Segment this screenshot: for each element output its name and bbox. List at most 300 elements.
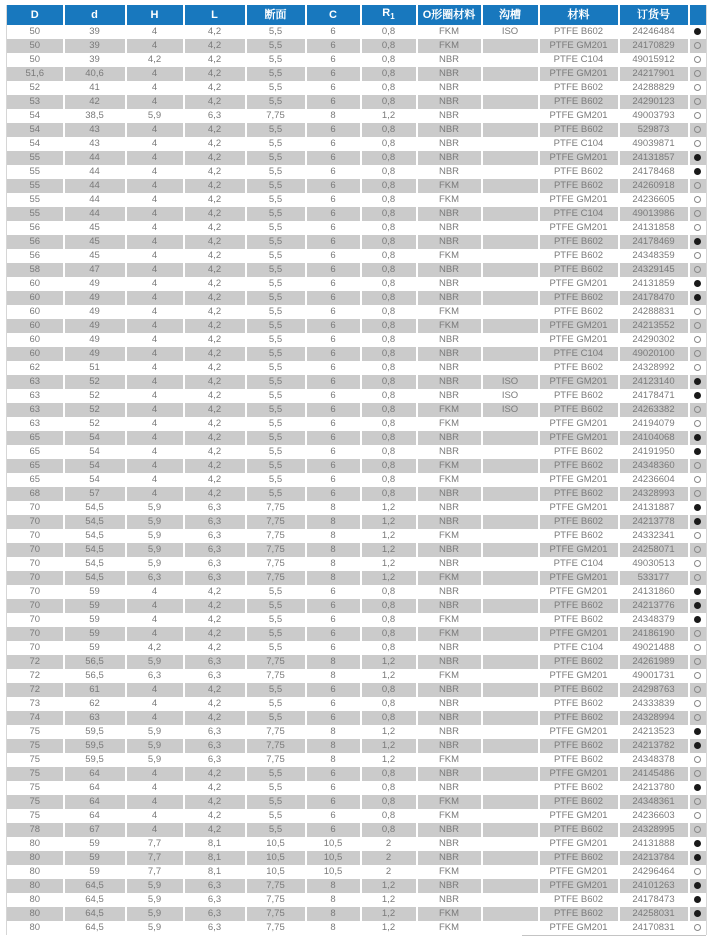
cell-C: 6	[306, 795, 361, 809]
cell-order-no: 49030513	[619, 557, 689, 571]
cell-R1: 0,8	[361, 95, 417, 109]
cell-section: 5,5	[246, 249, 306, 263]
cell-C: 6	[306, 319, 361, 333]
cell-H: 4,2	[126, 641, 184, 655]
cell-order-no: 24213776	[619, 599, 689, 613]
cell-R1: 0,8	[361, 221, 417, 235]
cell-material: PTFE B602	[539, 25, 619, 39]
table-row	[7, 711, 707, 725]
stock-cell	[689, 837, 707, 851]
cell-order-no: 533177	[619, 571, 689, 585]
cell-d: 59	[64, 641, 126, 655]
cell-groove	[482, 39, 539, 53]
cell-d: 39	[64, 53, 126, 67]
open-circle-icon	[694, 420, 701, 427]
cell-H: 4	[126, 277, 184, 291]
table-row	[7, 277, 707, 291]
stock-cell	[689, 767, 707, 781]
cell-R1: 1,2	[361, 753, 417, 767]
cell-order-no: 24236604	[619, 473, 689, 487]
cell-d: 59	[64, 865, 126, 879]
cell-D: 70	[7, 571, 64, 585]
cell-L: 4,2	[184, 711, 246, 725]
cell-L: 6,3	[184, 543, 246, 557]
cell-order-no: 24131860	[619, 585, 689, 599]
cell-order-no: 24178468	[619, 165, 689, 179]
cell-groove	[482, 669, 539, 683]
cell-material: PTFE B602	[539, 291, 619, 305]
cell-order-no: 24170829	[619, 39, 689, 53]
open-circle-icon	[694, 630, 701, 637]
cell-oring-material: FKM	[417, 571, 482, 585]
cell-oring-material: FKM	[417, 25, 482, 39]
stock-cell	[689, 487, 707, 501]
cell-material: PTFE B602	[539, 179, 619, 193]
cell-section: 7,75	[246, 501, 306, 515]
table-row	[7, 347, 707, 361]
cell-D: 50	[7, 53, 64, 67]
cell-C: 8	[306, 907, 361, 921]
table-row	[7, 823, 707, 837]
cell-d: 63	[64, 711, 126, 725]
cell-D: 70	[7, 557, 64, 571]
cell-H: 4	[126, 683, 184, 697]
cell-L: 4,2	[184, 599, 246, 613]
cell-L: 4,2	[184, 795, 246, 809]
cell-C: 6	[306, 249, 361, 263]
filled-circle-icon	[694, 504, 701, 511]
cell-L: 4,2	[184, 445, 246, 459]
cell-R1: 0,8	[361, 123, 417, 137]
cell-oring-material: FKM	[417, 809, 482, 823]
cell-material: PTFE GM201	[539, 431, 619, 445]
cell-order-no: 49015912	[619, 53, 689, 67]
stock-cell	[689, 417, 707, 431]
cell-material: PTFE B602	[539, 599, 619, 613]
cell-L: 4,2	[184, 207, 246, 221]
cell-section: 5,5	[246, 305, 306, 319]
cell-R1: 0,8	[361, 585, 417, 599]
cell-order-no: 24131888	[619, 837, 689, 851]
cell-order-no: 24191950	[619, 445, 689, 459]
cell-material: PTFE B602	[539, 515, 619, 529]
cell-section: 10,5	[246, 865, 306, 879]
cell-oring-material: FKM	[417, 39, 482, 53]
cell-D: 63	[7, 403, 64, 417]
stock-cell	[689, 305, 707, 319]
cell-R1: 0,8	[361, 417, 417, 431]
stock-cell	[689, 655, 707, 669]
cell-D: 56	[7, 249, 64, 263]
stock-cell	[689, 529, 707, 543]
table-row	[7, 249, 707, 263]
open-circle-icon	[694, 84, 701, 91]
cell-C: 6	[306, 809, 361, 823]
cell-d: 54,5	[64, 529, 126, 543]
cell-oring-material: NBR	[417, 767, 482, 781]
stock-cell	[689, 725, 707, 739]
cell-C: 10,5	[306, 851, 361, 865]
cell-groove	[482, 473, 539, 487]
cell-L: 6,3	[184, 669, 246, 683]
cell-groove	[482, 81, 539, 95]
cell-D: 60	[7, 333, 64, 347]
cell-C: 8	[306, 669, 361, 683]
cell-material: PTFE GM201	[539, 39, 619, 53]
cell-oring-material: FKM	[417, 179, 482, 193]
stock-cell	[689, 809, 707, 823]
cell-oring-material: NBR	[417, 95, 482, 109]
cell-L: 4,2	[184, 823, 246, 837]
cell-order-no: 529873	[619, 123, 689, 137]
cell-oring-material: FKM	[417, 529, 482, 543]
cell-section: 5,5	[246, 151, 306, 165]
cell-H: 4	[126, 781, 184, 795]
cell-R1: 1,2	[361, 655, 417, 669]
cell-order-no: 24213784	[619, 851, 689, 865]
cell-d: 59	[64, 851, 126, 865]
column-header-subscript: 1	[390, 12, 395, 22]
open-circle-icon	[694, 126, 701, 133]
cell-C: 8	[306, 571, 361, 585]
filled-circle-icon	[694, 154, 701, 161]
cell-D: 70	[7, 501, 64, 515]
open-circle-icon	[694, 700, 701, 707]
cell-groove: ISO	[482, 375, 539, 389]
cell-L: 4,2	[184, 459, 246, 473]
cell-D: 70	[7, 585, 64, 599]
open-circle-icon	[694, 924, 701, 931]
cell-H: 6,3	[126, 571, 184, 585]
cell-order-no: 24263382	[619, 403, 689, 417]
cell-order-no: 24328992	[619, 361, 689, 375]
cell-d: 54	[64, 445, 126, 459]
cell-material: PTFE GM201	[539, 277, 619, 291]
cell-order-no: 24246484	[619, 25, 689, 39]
cell-L: 4,2	[184, 193, 246, 207]
open-circle-icon	[694, 490, 701, 497]
cell-oring-material: NBR	[417, 585, 482, 599]
cell-section: 5,5	[246, 333, 306, 347]
cell-d: 49	[64, 305, 126, 319]
cell-section: 5,5	[246, 67, 306, 81]
cell-C: 6	[306, 389, 361, 403]
cell-order-no: 24213778	[619, 515, 689, 529]
cell-H: 5,9	[126, 501, 184, 515]
cell-oring-material: NBR	[417, 347, 482, 361]
cell-C: 8	[306, 543, 361, 557]
cell-L: 6,3	[184, 921, 246, 935]
cell-d: 64	[64, 767, 126, 781]
filled-circle-icon	[694, 378, 701, 385]
stock-cell	[689, 627, 707, 641]
cell-section: 5,5	[246, 263, 306, 277]
cell-C: 6	[306, 25, 361, 39]
cell-groove	[482, 697, 539, 711]
cell-D: 65	[7, 431, 64, 445]
cell-material: PTFE B602	[539, 445, 619, 459]
cell-D: 80	[7, 879, 64, 893]
cell-d: 40,6	[64, 67, 126, 81]
table-row	[7, 389, 707, 403]
open-circle-icon	[694, 672, 701, 679]
cell-groove	[482, 291, 539, 305]
cell-H: 4	[126, 81, 184, 95]
cell-oring-material: NBR	[417, 837, 482, 851]
cell-d: 41	[64, 81, 126, 95]
filled-circle-icon	[694, 602, 701, 609]
cell-C: 6	[306, 711, 361, 725]
cell-H: 5,9	[126, 557, 184, 571]
cell-R1: 0,8	[361, 67, 417, 81]
cell-oring-material: FKM	[417, 753, 482, 767]
cell-R1: 1,2	[361, 571, 417, 585]
cell-groove	[482, 557, 539, 571]
cell-material: PTFE B602	[539, 361, 619, 375]
table-row	[7, 193, 707, 207]
cell-groove	[482, 487, 539, 501]
cell-C: 6	[306, 165, 361, 179]
stock-cell	[689, 151, 707, 165]
cell-D: 56	[7, 221, 64, 235]
cell-oring-material: NBR	[417, 81, 482, 95]
open-circle-icon	[694, 308, 701, 315]
cell-D: 80	[7, 921, 64, 935]
cell-C: 6	[306, 305, 361, 319]
cell-H: 4	[126, 193, 184, 207]
cell-C: 6	[306, 291, 361, 305]
cell-C: 6	[306, 697, 361, 711]
stock-cell	[689, 879, 707, 893]
cell-oring-material: NBR	[417, 389, 482, 403]
cell-R1: 0,8	[361, 361, 417, 375]
cell-groove	[482, 613, 539, 627]
cell-section: 5,5	[246, 431, 306, 445]
cell-order-no: 24213780	[619, 781, 689, 795]
stock-cell	[689, 221, 707, 235]
cell-section: 5,5	[246, 403, 306, 417]
cell-groove	[482, 123, 539, 137]
cell-section: 5,5	[246, 389, 306, 403]
cell-D: 63	[7, 375, 64, 389]
cell-R1: 0,8	[361, 39, 417, 53]
cell-C: 8	[306, 879, 361, 893]
cell-R1: 0,8	[361, 347, 417, 361]
cell-oring-material: NBR	[417, 879, 482, 893]
cell-L: 4,2	[184, 123, 246, 137]
cell-order-no: 24328993	[619, 487, 689, 501]
cell-L: 4,2	[184, 81, 246, 95]
cell-R1: 0,8	[361, 151, 417, 165]
cell-oring-material: NBR	[417, 67, 482, 81]
stock-cell	[689, 823, 707, 837]
table-row	[7, 25, 707, 39]
table-row	[7, 515, 707, 529]
cell-section: 5,5	[246, 235, 306, 249]
cell-section: 5,5	[246, 361, 306, 375]
filled-circle-icon	[694, 742, 701, 749]
cell-order-no: 24217901	[619, 67, 689, 81]
cell-R1: 0,8	[361, 823, 417, 837]
cell-H: 4	[126, 403, 184, 417]
cell-d: 45	[64, 221, 126, 235]
cell-L: 6,3	[184, 557, 246, 571]
cell-groove	[482, 627, 539, 641]
cell-H: 4	[126, 221, 184, 235]
cell-L: 8,1	[184, 837, 246, 851]
column-header-material: 材料	[539, 5, 619, 25]
bottom-partial-rule	[522, 935, 706, 936]
filled-circle-icon	[694, 616, 701, 623]
cell-L: 4,2	[184, 249, 246, 263]
cell-order-no: 24288831	[619, 305, 689, 319]
cell-material: PTFE B602	[539, 305, 619, 319]
cell-oring-material: NBR	[417, 109, 482, 123]
cell-groove	[482, 907, 539, 921]
cell-order-no: 24178470	[619, 291, 689, 305]
cell-order-no: 24123140	[619, 375, 689, 389]
cell-groove	[482, 823, 539, 837]
cell-section: 7,75	[246, 879, 306, 893]
cell-d: 54,5	[64, 543, 126, 557]
cell-d: 43	[64, 137, 126, 151]
cell-oring-material: NBR	[417, 711, 482, 725]
cell-groove	[482, 851, 539, 865]
cell-oring-material: NBR	[417, 431, 482, 445]
stock-cell	[689, 501, 707, 515]
cell-groove	[482, 165, 539, 179]
cell-R1: 0,8	[361, 375, 417, 389]
cell-L: 6,3	[184, 879, 246, 893]
cell-C: 6	[306, 39, 361, 53]
cell-L: 4,2	[184, 333, 246, 347]
cell-groove	[482, 67, 539, 81]
cell-d: 49	[64, 291, 126, 305]
open-circle-icon	[694, 266, 701, 273]
stock-cell	[689, 613, 707, 627]
cell-groove	[482, 543, 539, 557]
cell-H: 4	[126, 305, 184, 319]
cell-d: 51	[64, 361, 126, 375]
table-row	[7, 207, 707, 221]
cell-R1: 2	[361, 837, 417, 851]
open-circle-icon	[694, 658, 701, 665]
cell-H: 4	[126, 249, 184, 263]
cell-C: 8	[306, 109, 361, 123]
cell-section: 5,5	[246, 39, 306, 53]
cell-groove	[482, 809, 539, 823]
cell-L: 4,2	[184, 417, 246, 431]
cell-groove	[482, 417, 539, 431]
cell-material: PTFE B602	[539, 655, 619, 669]
cell-groove	[482, 137, 539, 151]
cell-D: 63	[7, 417, 64, 431]
stock-cell	[689, 53, 707, 67]
cell-H: 4	[126, 711, 184, 725]
filled-circle-icon	[694, 784, 701, 791]
cell-groove	[482, 753, 539, 767]
cell-d: 39	[64, 39, 126, 53]
cell-section: 5,5	[246, 123, 306, 137]
cell-L: 4,2	[184, 641, 246, 655]
cell-material: PTFE GM201	[539, 333, 619, 347]
cell-R1: 0,8	[361, 235, 417, 249]
cell-section: 5,5	[246, 823, 306, 837]
cell-D: 70	[7, 599, 64, 613]
stock-cell	[689, 459, 707, 473]
column-header-oring-material: O形圈材料	[417, 5, 482, 25]
cell-D: 80	[7, 865, 64, 879]
cell-material: PTFE GM201	[539, 473, 619, 487]
cell-material: PTFE GM201	[539, 809, 619, 823]
cell-d: 59,5	[64, 739, 126, 753]
cell-L: 4,2	[184, 767, 246, 781]
cell-R1: 0,8	[361, 487, 417, 501]
cell-D: 75	[7, 725, 64, 739]
cell-H: 5,9	[126, 515, 184, 529]
cell-D: 78	[7, 823, 64, 837]
cell-material: PTFE GM201	[539, 585, 619, 599]
cell-D: 65	[7, 473, 64, 487]
cell-material: PTFE GM201	[539, 669, 619, 683]
cell-L: 8,1	[184, 865, 246, 879]
stock-cell	[689, 921, 707, 935]
cell-H: 4	[126, 333, 184, 347]
cell-oring-material: FKM	[417, 403, 482, 417]
filled-circle-icon	[694, 728, 701, 735]
table-row	[7, 445, 707, 459]
cell-D: 72	[7, 655, 64, 669]
cell-material: PTFE B602	[539, 739, 619, 753]
cell-section: 5,5	[246, 627, 306, 641]
cell-D: 56	[7, 235, 64, 249]
cell-oring-material: NBR	[417, 823, 482, 837]
cell-D: 70	[7, 529, 64, 543]
cell-d: 64	[64, 809, 126, 823]
cell-H: 5,9	[126, 655, 184, 669]
cell-material: PTFE C104	[539, 641, 619, 655]
cell-section: 5,5	[246, 809, 306, 823]
stock-cell	[689, 781, 707, 795]
cell-H: 5,9	[126, 921, 184, 935]
cell-C: 6	[306, 347, 361, 361]
cell-L: 4,2	[184, 781, 246, 795]
cell-D: 54	[7, 109, 64, 123]
open-circle-icon	[694, 462, 701, 469]
filled-circle-icon	[694, 434, 701, 441]
cell-D: 50	[7, 39, 64, 53]
cell-L: 6,3	[184, 501, 246, 515]
cell-H: 4	[126, 123, 184, 137]
cell-D: 63	[7, 389, 64, 403]
cell-material: PTFE GM201	[539, 193, 619, 207]
cell-d: 64	[64, 795, 126, 809]
product-spec-table	[6, 5, 707, 935]
cell-groove	[482, 207, 539, 221]
cell-material: PTFE B602	[539, 95, 619, 109]
cell-C: 6	[306, 53, 361, 67]
stock-cell	[689, 753, 707, 767]
table-row	[7, 739, 707, 753]
cell-oring-material: NBR	[417, 151, 482, 165]
cell-order-no: 24101263	[619, 879, 689, 893]
cell-R1: 1,2	[361, 739, 417, 753]
cell-oring-material: FKM	[417, 907, 482, 921]
stock-cell	[689, 907, 707, 921]
cell-section: 7,75	[246, 739, 306, 753]
cell-oring-material: NBR	[417, 207, 482, 221]
cell-section: 5,5	[246, 277, 306, 291]
